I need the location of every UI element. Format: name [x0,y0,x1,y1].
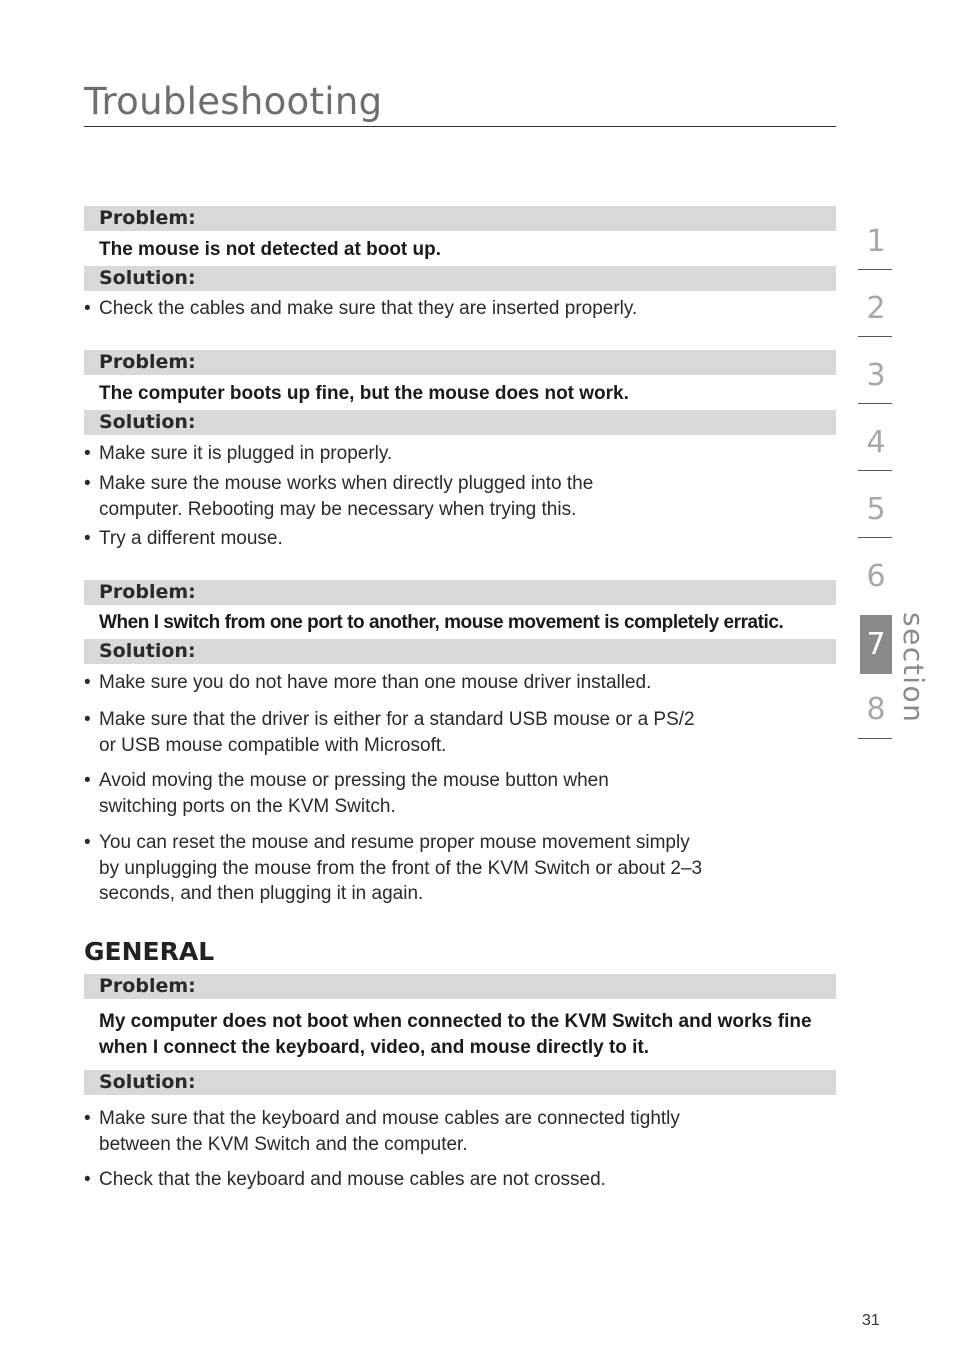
section-nav-rule [858,269,892,270]
bullet-text: Make sure it is plugged in properly. [99,443,393,464]
page-number: 31 [862,1312,880,1329]
bullet-dot: • [84,528,91,549]
solution-bullet [84,526,719,552]
bullet-dot: • [84,709,91,730]
solution-bullet [84,670,719,696]
problem-bar: Problem: [84,350,836,375]
problem-text: The mouse is not detected at boot up. [99,239,442,260]
problem-text: My computer does not boot when connected to the KVM Switch and works fine when I connect the keyboard, video, and mouse directly to it. [99,1011,812,1058]
bullet-text: Check that the keyboard and mouse cables are not crossed. [99,1169,606,1190]
page-title: Troubleshooting [84,80,383,123]
section-nav-5[interactable]: 5 [866,492,886,527]
solution-bullet [84,471,659,522]
solution-bar: Solution: [84,266,836,291]
bullet-text: Avoid moving the mouse or pressing the mouse button when switching ports on the KVM Switch. [99,770,609,817]
problem-bar: Problem: [84,580,836,605]
solution-bullet [84,1106,689,1157]
solution-bullet [84,296,719,322]
section-nav-rule [858,537,892,538]
solution-bar: Solution: [84,410,836,435]
bullet-text: You can reset the mouse and resume proper mouse movement simply by unplugging the mouse from the front of the KVM Switch or about 2–3 seconds, and then plugging it in again. [99,832,703,904]
bullet-dot: • [84,672,91,693]
bullet-dot: • [84,473,91,494]
section-nav-rule [858,470,892,471]
bullet-text: Try a different mouse. [99,528,283,549]
bullet-dot: • [84,298,91,319]
section-nav-8[interactable]: 8 [866,692,886,727]
section-nav-1[interactable]: 1 [866,224,886,259]
solution-bullet [84,830,714,907]
bullet-text: Make sure that the driver is either for a standard USB mouse or a PS/2 or USB mouse compatible with Microsoft. [99,709,695,756]
section-nav-rule [858,336,892,337]
bullet-dot: • [84,1108,91,1129]
section-heading-general: GENERAL [84,937,215,966]
section-nav-rule [858,403,892,404]
bullet-dot: • [84,770,91,791]
problem-bar: Problem: [84,974,836,999]
bullet-text: Check the cables and make sure that they are inserted properly. [99,298,638,319]
bullet-text: Make sure that the keyboard and mouse cables are connected tightly between the KVM Switch and the computer. [99,1108,680,1155]
bullet-dot: • [84,443,91,464]
bullet-dot: • [84,832,91,853]
solution-bullet [84,1167,719,1193]
section-nav-2[interactable]: 2 [866,291,886,326]
bullet-dot: • [84,1169,91,1190]
problem-text: The computer boots up fine, but the mouse does not work. [99,383,629,404]
solution-bullet [84,768,674,819]
section-nav-4[interactable]: 4 [866,425,886,460]
section-nav-6[interactable]: 6 [866,559,886,594]
bullet-text: Make sure you do not have more than one mouse driver installed. [99,672,652,693]
section-nav-rule [858,738,892,739]
solution-bar: Solution: [84,639,836,664]
problem-bar: Problem: [84,206,836,231]
solution-bullet [84,707,709,758]
section-label: section [897,612,930,724]
solution-bar: Solution: [84,1070,836,1095]
bullet-text: Make sure the mouse works when directly plugged into the computer. Rebooting may be necessary when trying this. [99,473,594,520]
section-nav-3[interactable]: 3 [866,358,886,393]
section-nav-7-active[interactable]: 7 [860,615,892,674]
solution-bullet [84,441,719,467]
title-rule [84,126,836,127]
problem-text: When I switch from one port to another, mouse movement is completely erratic. [99,612,784,633]
